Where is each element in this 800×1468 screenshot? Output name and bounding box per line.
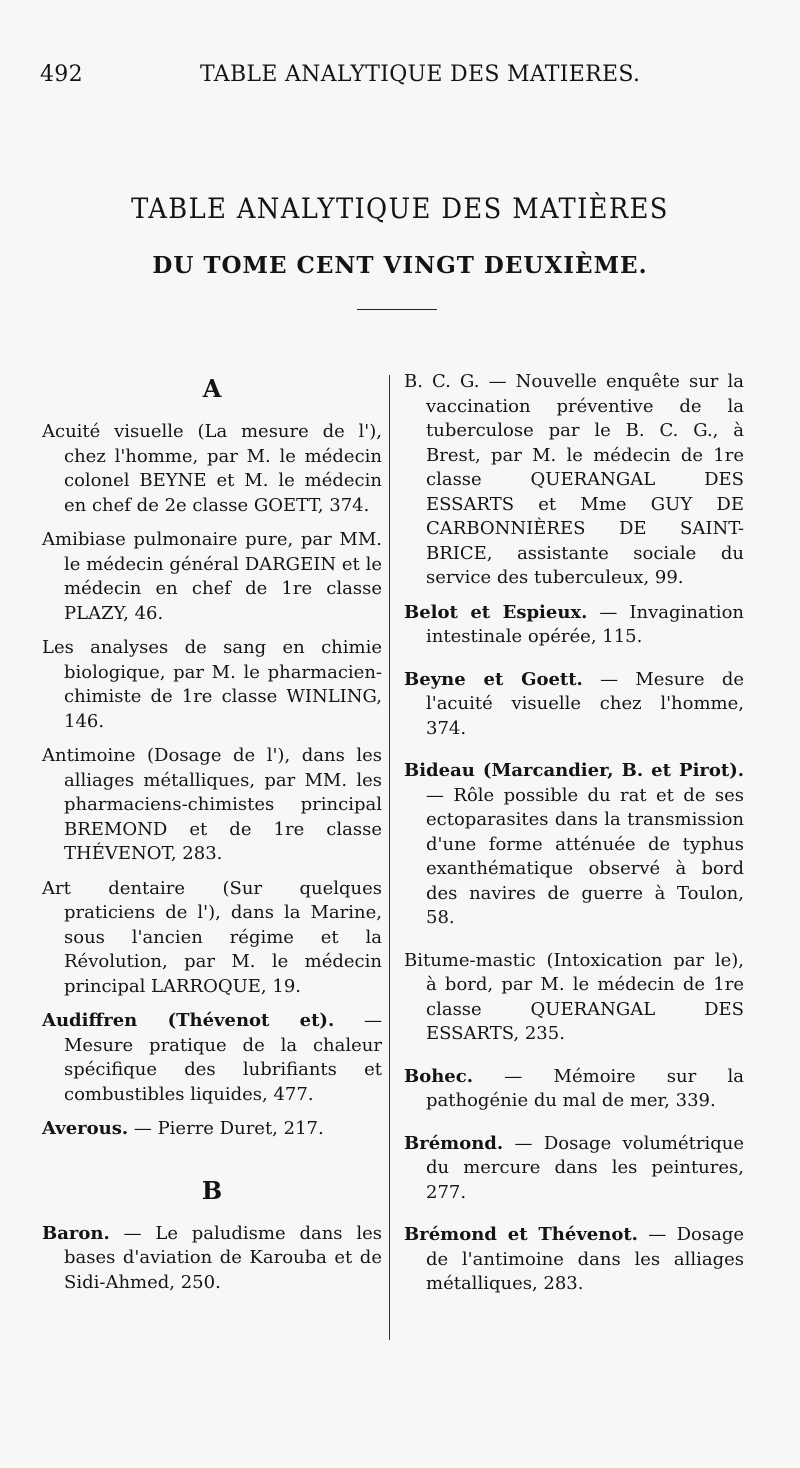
entry-author: Bohec. [404, 1065, 473, 1087]
column-divider [389, 375, 390, 1340]
entry-author: Baron. [42, 1222, 110, 1244]
index-entry [42, 1117, 382, 1142]
index-entry [404, 949, 744, 1047]
entry-author: Bideau (Marcandier, B. et Pirot). [404, 760, 744, 781]
index-entry: Amibiase pulmonaire pure, par MM. le médecin général DARGEIN et le médecin en chef de 1re classe PLAZY, 46. [42, 529, 382, 624]
index-entry: Acuité visuelle (La mesure de l'), chez l'homme, par M. le médecin colonel BEYNE et M. le médecin en chef de 2e classe GOETT, 374. [42, 421, 382, 516]
entry-text: — Dosage volumétrique du mercure dans les peintures, 277. [426, 1132, 744, 1203]
entry-text: — Pierre Duret, 217. [128, 1118, 324, 1139]
entry-text: — Mesure de l'acuité visuelle chez l'homme, 374. [426, 668, 744, 739]
index-entry: Antimoine (Dosage de l'), dans les alliages métalliques, par MM. les pharmaciens-chimistes principal BREMOND et de 1re classe THÉVENOT, 283. [42, 745, 382, 864]
entry-author: Beyne et Goett. [404, 668, 583, 690]
index-entry [404, 1223, 744, 1297]
index-entry [404, 759, 744, 931]
section-letter-b: B [201, 1175, 223, 1205]
running-title: TABLE ANALYTIQUE DES MATIERES. [200, 62, 641, 87]
index-entry [404, 1132, 744, 1206]
entry-text: — Le paludisme dans les bases d'aviation de Karouba et de Sidi-Ahmed, 250. [64, 1222, 382, 1293]
index-entry: Art dentaire (Sur quelques praticiens de l'), dans la Marine, sous l'ancien régime et la Révolution, par M. le médecin principal LARROQUE, 19. [42, 877, 382, 997]
index-entry [404, 668, 744, 742]
entry-text: Bitume-mastic (Intoxication par le), à bord, par M. le médecin de 1re classe QUERANGAL DES ESSARTS, 235. [404, 949, 744, 1044]
entry-text: — Rôle possible du rat et de ses ectoparasites dans la transmission d'une forme atténuée de typhus exanthématique observé à bord des navires de guerre à Toulon, 58. [426, 784, 744, 928]
title-rule [357, 309, 437, 310]
index-entry [404, 370, 744, 591]
page-number: 492 [40, 62, 83, 87]
entry-text: — Mesure pratique de la chaleur spécifique des lubrifiants et combustibles liquides, 477. [64, 1010, 382, 1105]
index-entry [404, 1065, 744, 1114]
entry-author: Averous. [42, 1118, 129, 1139]
index-entry [404, 601, 744, 650]
entry-author: Belot et Espieux. [404, 601, 588, 623]
index-entry [42, 1009, 382, 1107]
running-head [40, 62, 760, 96]
page-title: TABLE ANALYTIQUE DES MATIÈRES [131, 192, 669, 225]
entry-author: Brémond. [404, 1132, 504, 1154]
entry-text: — Invagination intestinale opérée, 115. [426, 601, 744, 647]
section-letter-a: A [202, 374, 222, 403]
entry-author: Brémond et Thévenot. [404, 1224, 638, 1245]
entry-text: — Mémoire sur la pathogénie du mal de mer, 339. [426, 1065, 744, 1111]
entry-author: Audiffren (Thévenot et). [42, 1010, 335, 1031]
index-entry [42, 1222, 382, 1296]
left-column [42, 370, 382, 1305]
right-column [404, 370, 744, 1307]
entry-text: — Dosage de l'antimoine dans les alliages métalliques, 283. [426, 1224, 744, 1294]
page-subtitle: DU TOME CENT VINGT DEUXIÈME. [152, 252, 648, 279]
entry-text: B. C. G. — Nouvelle enquête sur la vaccination préventive de la tuberculose par le B. C. G., à Brest, par M. le médecin de 1re classe QUERANGAL DES ESSARTS et Mme GUY DE CARBONNIÈRES DE SAINT-BRICE, assistante sociale du service des tuberculeux, 99. [404, 371, 744, 588]
index-entry: Les analyses de sang en chimie biologique, par M. le pharmacien-chimiste de 1re classe WINLING, 146. [42, 637, 382, 732]
